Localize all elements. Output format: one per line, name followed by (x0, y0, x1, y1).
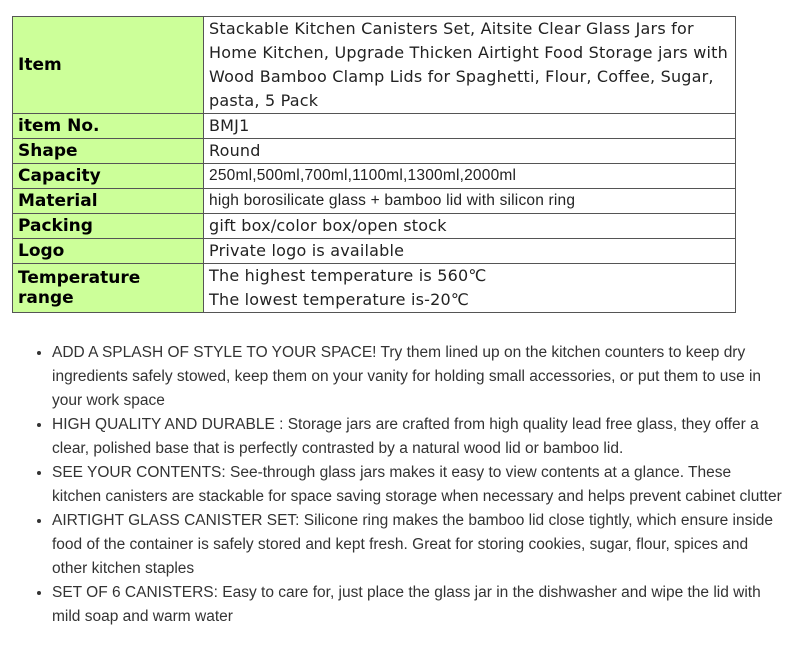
feature-list (36, 341, 782, 629)
product-spec-table (12, 16, 736, 313)
spec-label-material: Material (13, 189, 204, 214)
spec-label-capacity: Capacity (13, 164, 204, 189)
spec-label-temperature: Temperature range (13, 264, 204, 313)
spec-value-temperature (204, 264, 736, 313)
spec-value-shape: Round (204, 139, 736, 164)
spec-row-item-no (13, 114, 736, 139)
spec-value-material: high borosilicate glass + bamboo lid with silicon ring (204, 189, 736, 214)
feature-item-quality: • HIGH QUALITY AND DURABLE : Storage jars are crafted from high quality lead free glass, they offer a clear, polished base that is perfectly contrasted by a natural wood lid or bamboo lid. (52, 413, 782, 461)
spec-value-logo: Private logo is available (204, 239, 736, 264)
spec-value-item: Stackable Kitchen Canisters Set, Aitsite Clear Glass Jars for Home Kitchen, Upgrade Thicken Airtight Food Storage jars with Wood Bamboo Clamp Lids for Spaghetti, Flour, Coffee, Sugar, pasta, 5 Pack (204, 17, 736, 114)
temperature-high: The highest temperature is 560℃ (209, 266, 487, 285)
spec-row-logo (13, 239, 736, 264)
feature-item-airtight: • AIRTIGHT GLASS CANISTER SET: Silicone ring makes the bamboo lid close tightly, which ensure inside food of the container is safely stored and kept fresh. Great for storing cookies, sugar, flour, spices and other kitchen staples (52, 509, 782, 581)
spec-row-material (13, 189, 736, 214)
spec-row-packing (13, 214, 736, 239)
spec-value-capacity: 250ml,500ml,700ml,1100ml,1300ml,2000ml (204, 164, 736, 189)
temperature-low: The lowest temperature is-20℃ (209, 290, 470, 309)
spec-label-logo: Logo (13, 239, 204, 264)
spec-label-shape: Shape (13, 139, 204, 164)
spec-label-item-no: item No. (13, 114, 204, 139)
spec-value-packing: gift box/color box/open stock (204, 214, 736, 239)
spec-value-item-no: BMJ1 (204, 114, 736, 139)
spec-row-temperature (13, 264, 736, 313)
spec-label-packing: Packing (13, 214, 204, 239)
feature-item-style: • ADD A SPLASH OF STYLE TO YOUR SPACE! Try them lined up on the kitchen counters to keep dry ingredients safely stowed, keep them on your vanity for holding small accessories, or put them to use in your work space (52, 341, 782, 413)
spec-row-item (13, 17, 736, 114)
spec-row-capacity (13, 164, 736, 189)
feature-item-contents: • SEE YOUR CONTENTS: See-through glass jars makes it easy to view contents at a glance. These kitchen canisters are stackable for space saving storage when necessary and helps prevent cabinet clutter (52, 461, 782, 509)
spec-row-shape (13, 139, 736, 164)
spec-label-item: Item (13, 17, 204, 114)
feature-item-set: • SET OF 6 CANISTERS: Easy to care for, just place the glass jar in the dishwasher and wipe the lid with mild soap and warm water (52, 581, 782, 629)
